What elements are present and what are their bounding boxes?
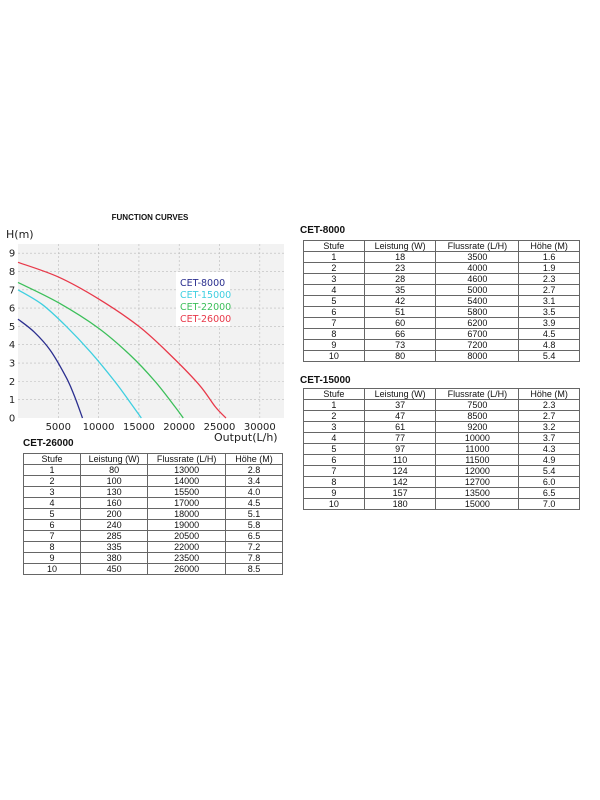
y-tick-label: 4 — [8, 340, 16, 352]
y-tick-label: 2 — [8, 376, 16, 388]
table-cell: 7 — [304, 318, 365, 329]
table-cell: 9 — [24, 553, 81, 564]
table-cell: 10 — [24, 564, 81, 575]
table-header-row — [24, 454, 283, 465]
table-cell: 5.1 — [225, 509, 282, 520]
y-tick-label: 3 — [8, 358, 16, 370]
table-cell: 3.4 — [225, 476, 282, 487]
x-tick-label: 20000 — [163, 422, 196, 433]
table-cell: 180 — [364, 499, 436, 510]
table-cell: 8.5 — [225, 564, 282, 575]
table-cell: 4 — [24, 498, 81, 509]
table-cell: 3.9 — [519, 318, 580, 329]
table-row — [304, 433, 580, 444]
cet-26000-title: CET-26000 — [23, 438, 74, 449]
table-cell: 15500 — [148, 487, 226, 498]
table-row — [304, 274, 580, 285]
table-row — [304, 285, 580, 296]
table-cell: 5400 — [436, 296, 519, 307]
table-cell: 7500 — [436, 400, 519, 411]
y-tick-label: 8 — [8, 266, 16, 278]
table-cell: 110 — [364, 455, 436, 466]
table-cell: 9 — [304, 340, 365, 351]
table-row — [304, 488, 580, 499]
table-cell: 142 — [364, 477, 436, 488]
header-stufe: Stufe — [304, 241, 365, 252]
table-cell: 66 — [364, 329, 436, 340]
table-row — [24, 553, 283, 564]
table-cell: 1 — [24, 465, 81, 476]
table-cell: 4.9 — [519, 455, 580, 466]
table-row — [24, 564, 283, 575]
header-hoehe: Höhe (M) — [519, 389, 580, 400]
header-flussrate: Flussrate (L/H) — [436, 241, 519, 252]
table-cell: 23500 — [148, 553, 226, 564]
table-cell: 6 — [304, 455, 365, 466]
table-cell: 7 — [24, 531, 81, 542]
cet-8000-table — [303, 240, 580, 362]
function-curves-chart — [0, 200, 300, 455]
table-cell: 20500 — [148, 531, 226, 542]
x-axis-label: Output(L/h) — [214, 431, 278, 444]
table-cell: 200 — [80, 509, 147, 520]
table-cell: 4.3 — [519, 444, 580, 455]
x-tick-label: 15000 — [123, 422, 155, 433]
table-cell: 240 — [80, 520, 147, 531]
table-row — [304, 340, 580, 351]
table-cell: 13000 — [148, 465, 226, 476]
table-cell: 12700 — [436, 477, 519, 488]
table-row — [24, 542, 283, 553]
table-cell: 5 — [24, 509, 81, 520]
table-cell: 285 — [80, 531, 147, 542]
table-cell: 35 — [364, 285, 436, 296]
table-row — [304, 400, 580, 411]
table-row — [304, 329, 580, 340]
table-cell: 3.5 — [519, 307, 580, 318]
table-cell: 1.6 — [519, 252, 580, 263]
table-header-row — [304, 389, 580, 400]
table-cell: 6.5 — [225, 531, 282, 542]
y-tick-label: 0 — [8, 413, 16, 425]
table-row — [304, 411, 580, 422]
table-row — [304, 466, 580, 477]
header-leistung: Leistung (W) — [364, 389, 436, 400]
table-row — [24, 476, 283, 487]
table-cell: 380 — [80, 553, 147, 564]
table-row — [304, 263, 580, 274]
table-cell: 8500 — [436, 411, 519, 422]
table-cell: 47 — [364, 411, 436, 422]
table-row — [304, 318, 580, 329]
chart-title: FUNCTION CURVES — [111, 213, 189, 222]
table-row — [304, 499, 580, 510]
legend-entry-cet-22000: CET-22000 — [180, 302, 232, 313]
table-cell: 157 — [364, 488, 436, 499]
table-cell: 26000 — [148, 564, 226, 575]
cet-26000-table — [23, 453, 283, 575]
table-cell: 130 — [80, 487, 147, 498]
header-hoehe: Höhe (M) — [225, 454, 282, 465]
table-cell: 61 — [364, 422, 436, 433]
table-cell: 14000 — [148, 476, 226, 487]
table-cell: 12000 — [436, 466, 519, 477]
table-cell: 450 — [80, 564, 147, 575]
table-row — [304, 252, 580, 263]
table-cell: 51 — [364, 307, 436, 318]
table-cell: 124 — [364, 466, 436, 477]
table-cell: 4000 — [436, 263, 519, 274]
table-row — [304, 351, 580, 362]
table-cell: 2.3 — [519, 274, 580, 285]
table-cell: 2 — [304, 263, 365, 274]
table-cell: 37 — [364, 400, 436, 411]
table-cell: 10 — [304, 351, 365, 362]
table-cell: 5.8 — [225, 520, 282, 531]
table-cell: 97 — [364, 444, 436, 455]
table-cell: 1.9 — [519, 263, 580, 274]
table-cell: 2.3 — [519, 400, 580, 411]
table-cell: 5.4 — [519, 466, 580, 477]
plot-area — [18, 244, 284, 418]
table-cell: 4.5 — [519, 329, 580, 340]
table-cell: 2.8 — [225, 465, 282, 476]
table-cell: 60 — [364, 318, 436, 329]
table-cell: 23 — [364, 263, 436, 274]
table-cell: 6 — [24, 520, 81, 531]
table-cell: 15000 — [436, 499, 519, 510]
header-flussrate: Flussrate (L/H) — [436, 389, 519, 400]
table-cell: 4.0 — [225, 487, 282, 498]
table-cell: 8 — [304, 477, 365, 488]
table-row — [24, 509, 283, 520]
header-stufe: Stufe — [24, 454, 81, 465]
table-cell: 160 — [80, 498, 147, 509]
table-row — [304, 307, 580, 318]
legend-entry-cet-8000: CET-8000 — [180, 278, 226, 289]
cet-15000-table — [303, 388, 580, 510]
y-tick-labels — [9, 249, 15, 425]
x-tick-label: 10000 — [82, 422, 115, 433]
table-cell: 10000 — [436, 433, 519, 444]
table-cell: 17000 — [148, 498, 226, 509]
table-cell: 10 — [304, 499, 365, 510]
table-cell: 4600 — [436, 274, 519, 285]
table-cell: 5800 — [436, 307, 519, 318]
table-cell: 22000 — [148, 542, 226, 553]
table-cell: 77 — [364, 433, 436, 444]
table-cell: 5.4 — [519, 351, 580, 362]
header-leistung: Leistung (W) — [80, 454, 147, 465]
table-cell: 7.2 — [225, 542, 282, 553]
table-cell: 7200 — [436, 340, 519, 351]
table-cell: 6200 — [436, 318, 519, 329]
table-cell: 7.0 — [519, 499, 580, 510]
table-cell: 9200 — [436, 422, 519, 433]
table-cell: 80 — [80, 465, 147, 476]
table-cell: 19000 — [148, 520, 226, 531]
x-tick-label: 5000 — [45, 422, 72, 433]
table-cell: 28 — [364, 274, 436, 285]
y-tick-label: 1 — [8, 395, 16, 407]
table-row — [24, 487, 283, 498]
legend — [176, 272, 231, 326]
table-row — [304, 422, 580, 433]
table-cell: 3 — [304, 422, 365, 433]
cet-8000-title: CET-8000 — [300, 225, 346, 236]
table-cell: 8000 — [436, 351, 519, 362]
table-row — [24, 498, 283, 509]
table-cell: 7.8 — [225, 553, 282, 564]
legend-entry-cet-15000: CET-15000 — [180, 290, 232, 301]
table-cell: 11000 — [436, 444, 519, 455]
table-cell: 100 — [80, 476, 147, 487]
table-cell: 13500 — [436, 488, 519, 499]
y-tick-label: 9 — [8, 248, 16, 260]
cet-15000-title: CET-15000 — [300, 375, 351, 386]
table-cell: 6700 — [436, 329, 519, 340]
table-cell: 5 — [304, 296, 365, 307]
table-cell: 3 — [304, 274, 365, 285]
table-cell: 1 — [304, 400, 365, 411]
header-stufe: Stufe — [304, 389, 365, 400]
table-cell: 7 — [304, 466, 365, 477]
table-cell: 2.7 — [519, 285, 580, 296]
table-cell: 11500 — [436, 455, 519, 466]
header-flussrate: Flussrate (L/H) — [148, 454, 226, 465]
table-cell: 42 — [364, 296, 436, 307]
table-cell: 8 — [24, 542, 81, 553]
table-cell: 73 — [364, 340, 436, 351]
y-tick-label: 7 — [8, 285, 16, 297]
table-cell: 2 — [304, 411, 365, 422]
header-hoehe: Höhe (M) — [519, 241, 580, 252]
table-cell: 3500 — [436, 252, 519, 263]
table-cell: 2 — [24, 476, 81, 487]
x-tick-label: 25000 — [203, 422, 236, 433]
legend-entry-cet-26000: CET-26000 — [180, 314, 232, 325]
table-cell: 18000 — [148, 509, 226, 520]
table-cell: 5000 — [436, 285, 519, 296]
y-axis-label: H(m) — [6, 228, 34, 241]
table-cell: 3.7 — [519, 433, 580, 444]
table-cell: 4.8 — [519, 340, 580, 351]
table-row — [304, 455, 580, 466]
table-cell: 18 — [364, 252, 436, 263]
table-cell: 6.5 — [519, 488, 580, 499]
table-cell: 4 — [304, 433, 365, 444]
table-cell: 6 — [304, 307, 365, 318]
y-tick-label: 6 — [8, 303, 16, 315]
table-cell: 2.7 — [519, 411, 580, 422]
table-cell: 6.0 — [519, 477, 580, 488]
table-row — [304, 444, 580, 455]
table-row — [24, 465, 283, 476]
table-cell: 1 — [304, 252, 365, 263]
table-cell: 4 — [304, 285, 365, 296]
x-tick-label: 30000 — [243, 422, 276, 433]
table-row — [304, 296, 580, 307]
table-cell: 80 — [364, 351, 436, 362]
table-row — [24, 531, 283, 542]
table-cell: 3.2 — [519, 422, 580, 433]
table-cell: 5 — [304, 444, 365, 455]
table-header-row — [304, 241, 580, 252]
table-cell: 8 — [304, 329, 365, 340]
table-cell: 4.5 — [225, 498, 282, 509]
table-cell: 9 — [304, 488, 365, 499]
table-row — [304, 477, 580, 488]
table-row — [24, 520, 283, 531]
table-cell: 3 — [24, 487, 81, 498]
header-leistung: Leistung (W) — [364, 241, 436, 252]
table-cell: 335 — [80, 542, 147, 553]
table-cell: 3.1 — [519, 296, 580, 307]
y-tick-label: 5 — [8, 321, 16, 333]
